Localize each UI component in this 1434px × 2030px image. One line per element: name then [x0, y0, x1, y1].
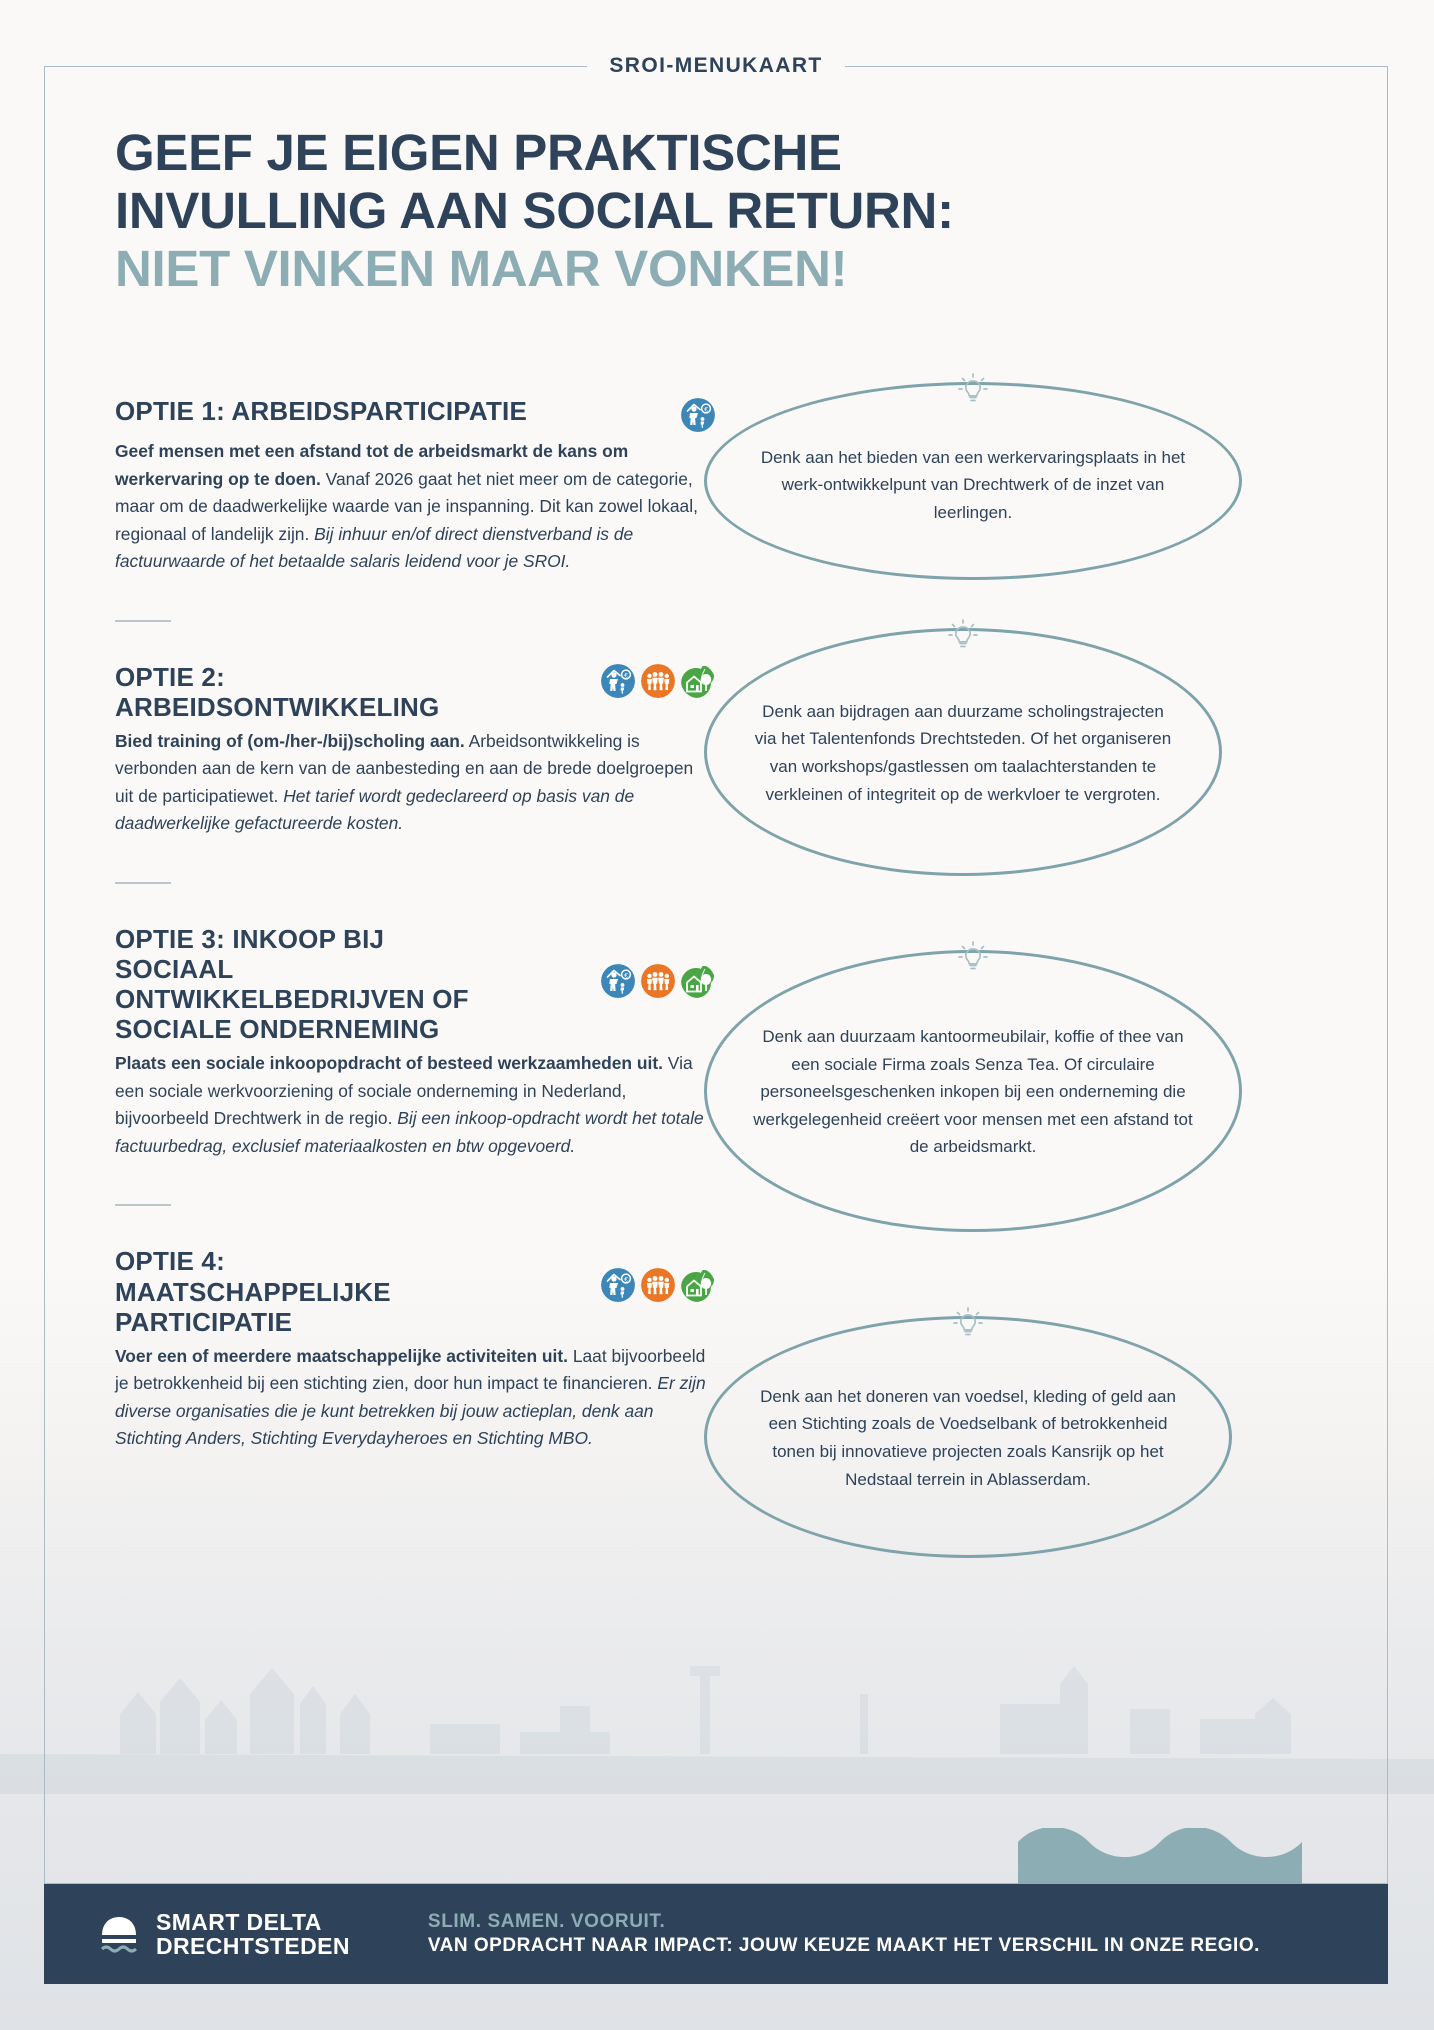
option-1 [115, 396, 715, 622]
option-divider [115, 1204, 171, 1206]
option-2-header [115, 662, 715, 722]
tip-4 [704, 1316, 1344, 1558]
brand-line-2: DRECHTSTEDEN [156, 1933, 350, 1959]
option-3-rest: Via een sociale werkvoorziening of sociale onderneming in Nederland, bijvoorbeeld Drechtwerk in de regio. [115, 1053, 693, 1129]
person-with-euro-icon [601, 1268, 635, 1302]
option-2-italic: Het tarief wordt gedeclareerd op basis van de daadwerkelijke gefactureerde kosten. [115, 785, 635, 834]
wave-decoration [1018, 1828, 1302, 1884]
svg-text:€: € [624, 671, 628, 679]
group-of-people-icon [641, 1268, 675, 1302]
title-line-1: GEEF JE EIGEN PRAKTISCHE [115, 124, 842, 181]
option-3-body [115, 1050, 715, 1160]
group-of-people-icon [641, 964, 675, 998]
option-2-icons [601, 662, 715, 698]
option-4 [115, 1246, 715, 1452]
option-1-lead: Geef mensen met een afstand tot de arbeidsmarkt de kans om werkervaring op te doen. [115, 441, 629, 489]
tips-column [704, 396, 1344, 1558]
title-line-2: INVULLING AAN SOCIAL RETURN: [115, 182, 954, 240]
option-1-title: OPTIE 1: ARBEIDSPARTICIPATIE [115, 396, 528, 426]
options-list [115, 396, 715, 1453]
option-4-header [115, 1246, 715, 1336]
lightbulb-idea-icon [951, 937, 995, 981]
option-4-icons [601, 1246, 715, 1302]
footer-tagline [428, 1910, 1260, 1959]
option-1-header [115, 396, 715, 432]
option-4-italic: Er zijn diverse organisaties die je kunt betrekken bij jouw actieplan, denk aan Stichting Anders, Stichting Everydayheroes en Stichting MBO. [115, 1373, 706, 1449]
option-2-title: OPTIE 2: ARBEIDSONTWIKKELING [115, 661, 440, 722]
option-2 [115, 662, 715, 884]
option-3-header [115, 924, 715, 1045]
option-3-title: OPTIE 3: INKOOP BIJ SOCIAAL ONTWIKKELBEDRIJVEN OF SOCIALE ONDERNEMING [115, 923, 469, 1045]
title-line-3: NIET VINKEN MAAR VONKEN! [115, 240, 848, 298]
footer-bar [44, 1884, 1388, 1984]
tip-3-text: Denk aan duurzaam kantoormeubilair, koffie of thee van een sociale Firma zoals Senza Tea. Of circulaire personeelsgeschenken inkopen bij een onderneming die werkgelegenheid creëert voor mensen met een afstand tot de arbeidsmarkt. [753, 1027, 1193, 1157]
option-divider [115, 882, 171, 884]
option-2-lead: Bied training of (om-/her-/bij)scholing aan. [115, 730, 465, 751]
tip-3 [704, 950, 1344, 1232]
brand-line-1: SMART DELTA [156, 1908, 322, 1935]
option-4-body [115, 1343, 715, 1453]
option-3-lead: Plaats een sociale inkoopopdracht of besteed werkzaamheden uit. [115, 1053, 663, 1074]
option-4-title: OPTIE 4: MAATSCHAPPELIJKE PARTICIPATIE [115, 1246, 391, 1337]
option-2-body [115, 728, 715, 838]
tip-1-text: Denk aan het bieden van een werkervaringsplaats in het werk-ontwikkelpunt van Drechtwerk of de inzet van leerlingen. [760, 447, 1186, 522]
option-1-italic: Bij inhuur en/of direct dienstverband is de factuurwaarde of het betaalde salaris leidend voor je SROI. [115, 523, 634, 571]
lightbulb-idea-icon [946, 1303, 990, 1347]
lightbulb-idea-icon [951, 369, 995, 413]
tagline-line-2: VAN OPDRACHT NAAR IMPACT: JOUW KEUZE MAAKT HET VERSCHIL IN ONZE REGIO. [427, 1935, 1260, 1956]
kicker-label: SROI-MENUKAART [609, 53, 823, 77]
option-divider [115, 620, 171, 622]
svg-text:€: € [704, 406, 708, 414]
option-1-body [115, 438, 715, 576]
svg-text:€: € [624, 1276, 628, 1284]
page-title [44, 66, 1388, 298]
option-2-rest: Arbeidsontwikkeling is verbonden aan de kern van de aanbesteding en aan de brede doelgroepen uit de participatiewet. [115, 730, 694, 806]
poster-content [44, 66, 1388, 1884]
group-of-people-icon [641, 664, 675, 698]
option-3 [115, 924, 715, 1207]
person-with-euro-icon [601, 964, 635, 998]
option-1-rest: Vanaf 2026 gaat het niet meer om de categorie, maar om de daadwerkelijke waarde van je inspanning. Dit kan zowel lokaal, regionaal of landelijk zijn. [115, 468, 698, 544]
tip-2-text: Denk aan bijdragen aan duurzame scholingstrajecten via het Talentenfonds Drechtsteden. Of het organiseren van workshops/gastlessen om taalachterstanden te verkleinen of integriteit op de werkvloer te vergroten. [754, 701, 1172, 804]
tip-4-text: Denk aan het doneren van voedsel, kleding of geld aan een Stichting zoals de Voedselbank of betrokkenheid tonen bij innovatieve projecten zoals Kansrijk op het Nedstaal terrein in Ablasserdam. [760, 1386, 1176, 1489]
lightbulb-idea-icon [941, 615, 985, 659]
brand-name [156, 1910, 350, 1959]
option-4-lead: Voer een of meerdere maatschappelijke activiteiten uit. [115, 1345, 568, 1366]
option-4-rest: Laat bijvoorbeeld je betrokkenheid bij een stichting zien, door hun impact te financieren. [115, 1345, 706, 1394]
tagline-line-1: SLIM. SAMEN. VOORUIT. [427, 1910, 666, 1932]
option-3-italic: Bij een inkoop-opdracht wordt het totale factuurbedrag, exclusief materiaalkosten en btw opgevoerd. [115, 1108, 704, 1156]
smart-delta-logo-icon [96, 1911, 142, 1957]
person-with-euro-icon [601, 664, 635, 698]
tip-2 [704, 628, 1344, 876]
svg-text:€: € [624, 972, 628, 980]
brand-logo [96, 1910, 350, 1959]
tip-1 [704, 382, 1344, 580]
option-3-icons [601, 924, 715, 998]
